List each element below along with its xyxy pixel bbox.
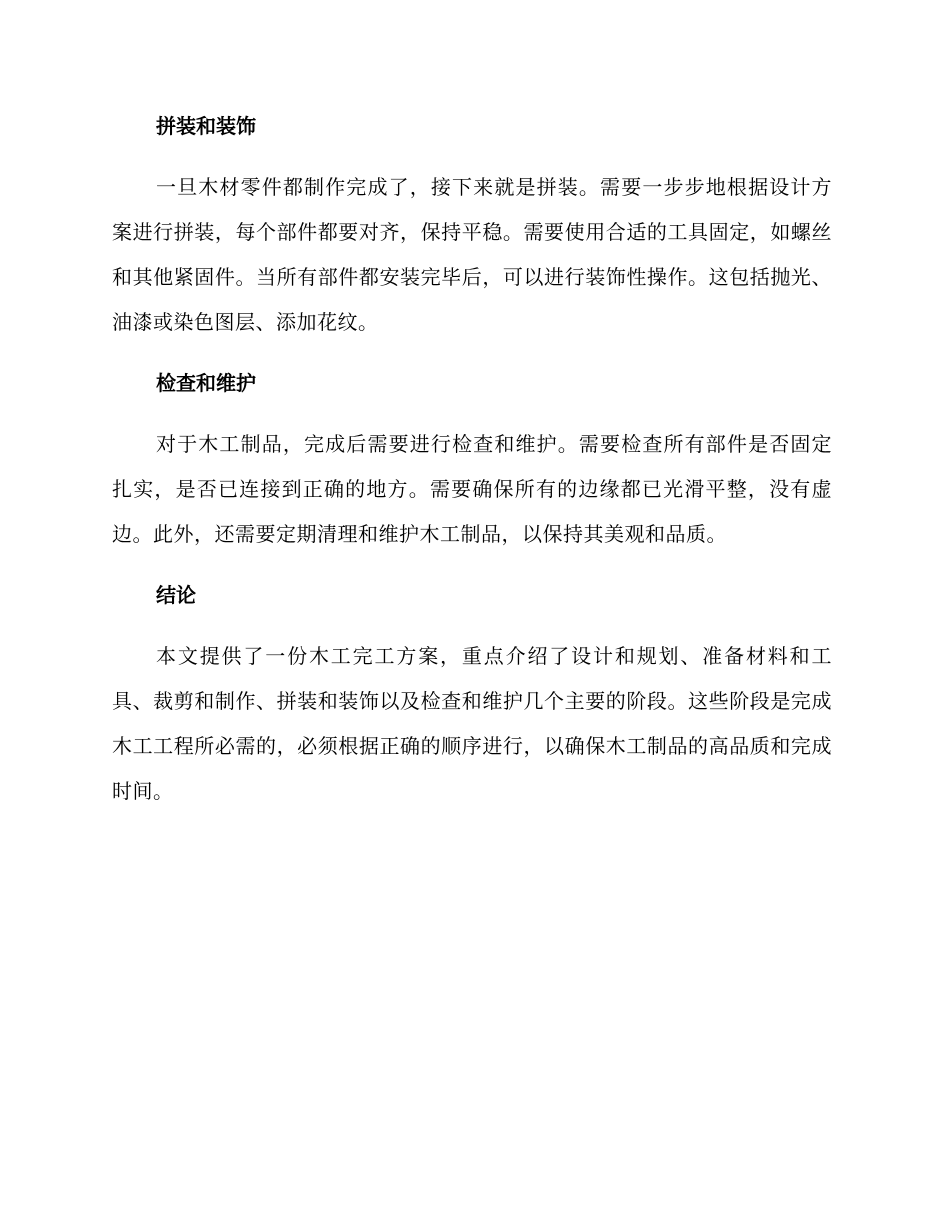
section-heading-conclusion: 结论 [156,583,196,607]
document-body [112,104,832,830]
section-paragraph-inspection: 对于木工制品，完成后需要进行检查和维护。需要检查所有部件是否固定扎实，是否已连接到正确的地方。需要确保所有的边缘都已光滑平整，没有虚边。此外，还需要定期清理和维护木工制品，以保持其美观和品质。 [112,432,832,546]
section-paragraph-assembly: 一旦木材零件都制作完成了，接下来就是拼装。需要一步步地根据设计方案进行拼装，每个部件都要对齐，保持平稳。需要使用合适的工具固定，如螺丝和其他紧固件。当所有部件都安装完毕后，可以进行装饰性操作。这包括抛光、油漆或染色图层、添加花纹。 [112,175,832,334]
section-paragraph-conclusion: 本文提供了一份木工完工方案，重点介绍了设计和规划、准备材料和工具、裁剪和制作、拼装和装饰以及检查和维护几个主要的阶段。这些阶段是完成木工工程所必需的，必须根据正确的顺序进行，以确保木工制品的高品质和完成时间。 [112,644,832,803]
section-heading-inspection: 检查和维护 [156,371,256,395]
section-heading-assembly: 拼装和装饰 [156,114,256,138]
